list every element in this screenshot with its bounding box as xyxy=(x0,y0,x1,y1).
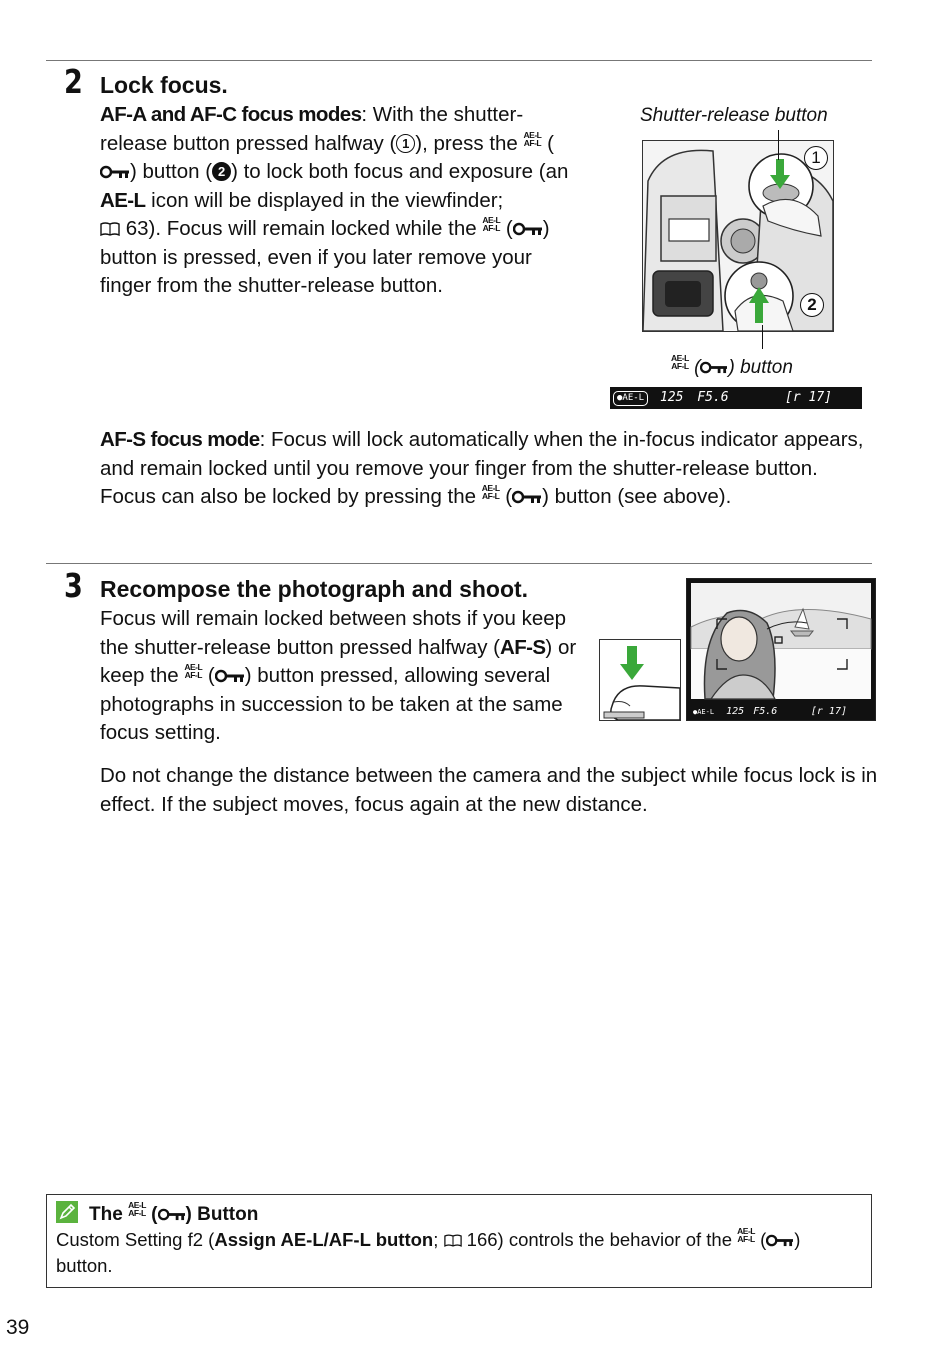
ae-l-af-l-icon: AE-L AF-L xyxy=(671,353,689,371)
viewfinder-info-bar xyxy=(687,703,875,720)
ae-l-af-l-icon: AE-L AF-L xyxy=(184,662,203,680)
section-rule xyxy=(46,563,872,564)
leader-line-bottom xyxy=(762,325,763,349)
afs-label: AF-S focus mode xyxy=(100,428,260,451)
aperture: F5.6 xyxy=(753,706,778,717)
key-lock-icon xyxy=(100,165,130,179)
ae-l-af-l-icon: AE-L AF-L xyxy=(523,129,542,148)
remaining-shots: [r 17] xyxy=(810,706,847,717)
step-title: Lock focus. xyxy=(100,72,228,98)
finger-press-illustration xyxy=(599,639,681,721)
pencil-icon xyxy=(56,1201,78,1223)
custom-setting-name: Assign AE-L/AF-L button xyxy=(214,1229,434,1250)
step2-afac-paragraph: AF-A and AF-C focus modes: With the shutter-release button pressed halfway ( 1 ), press the AE-L AF-L () button ( 2 ) to lock both focus and exposure (an AE-L icon will be displayed in the viewfinder; 63). Focus will remain locked while the AE-L AF-L ( ) button is pressed, even if you later remove your finger from the shutter-release button. xyxy=(100,103,569,297)
book-icon xyxy=(444,1234,462,1247)
step-title: Recompose the photograph and shoot. xyxy=(100,576,529,602)
step2-afs-paragraph: AF-S focus mode: Focus will lock automatically when the in-focus indicator appears, and remain locked until you remove your finger from the shutter-release button. Focus can also be locked by pressing the AE-L AF-L ( ) button (see above). xyxy=(100,428,864,508)
viewfinder-display xyxy=(610,387,862,409)
key-lock-icon xyxy=(158,1208,186,1221)
afac-label: AF-A and AF-C focus modes xyxy=(100,103,362,126)
key-lock-icon xyxy=(513,222,543,236)
leader-line-top xyxy=(778,130,779,160)
key-lock-icon xyxy=(512,490,542,504)
figure-caption-button: AE-L AF-L ( ) button xyxy=(671,353,793,378)
aperture: F5.6 xyxy=(697,390,729,405)
step3-paragraph-2: Do not change the distance between the camera and the subject while focus lock is in effect. If the subject moves, focus again at the new distance. xyxy=(100,764,878,816)
note-title: The AE-L AF-L ( ) Button xyxy=(89,1200,259,1225)
step3-paragraph: Focus will remain locked between shots if you keep the shutter-release button pressed halfway (AF-S) or keep the AE-L AF-L ( ) button pressed, allowing several photographs in succession to be taken at the same focus setting. xyxy=(100,607,577,744)
book-icon xyxy=(100,222,120,236)
circle-number: 2 xyxy=(212,162,231,181)
ae-l-indicator: ●AE-L xyxy=(693,708,715,716)
remaining-shots: [r 17] xyxy=(785,390,832,405)
step-number: 2 xyxy=(64,62,83,101)
circle-number: 1 xyxy=(396,134,415,153)
key-lock-icon xyxy=(215,669,245,683)
shutter-speed: 125 xyxy=(726,706,745,717)
step-number: 3 xyxy=(64,566,83,605)
key-lock-icon xyxy=(766,1234,794,1247)
figure-caption-shutter: Shutter-release button xyxy=(640,105,828,126)
viewfinder-illustration xyxy=(686,578,876,721)
callout-1: 1 xyxy=(804,146,828,170)
afs-mode-label: AF-S xyxy=(499,635,546,659)
ae-l-label: AE-L xyxy=(100,188,146,212)
note-box xyxy=(46,1194,872,1288)
viewfinder-scene xyxy=(687,579,875,703)
key-lock-icon xyxy=(700,361,728,374)
finger-drawing xyxy=(600,640,680,720)
page-number: 39 xyxy=(6,1316,30,1339)
shutter-speed: 125 xyxy=(659,390,684,405)
ae-l-af-l-icon: AE-L AF-L xyxy=(737,1226,755,1244)
callout-2: 2 xyxy=(800,293,824,317)
ae-l-af-l-icon: AE-L AF-L xyxy=(481,483,500,501)
ae-l-indicator: ●AE-L xyxy=(613,391,648,406)
top-rule xyxy=(46,60,872,61)
note-body: Custom Setting f2 (Assign AE-L/AF-L button; 166) controls the behavior of the AE-L AF-L ( ) button. xyxy=(56,1226,801,1276)
ae-l-af-l-icon: AE-L AF-L xyxy=(128,1200,146,1218)
ae-l-af-l-icon: AE-L AF-L xyxy=(482,215,501,233)
